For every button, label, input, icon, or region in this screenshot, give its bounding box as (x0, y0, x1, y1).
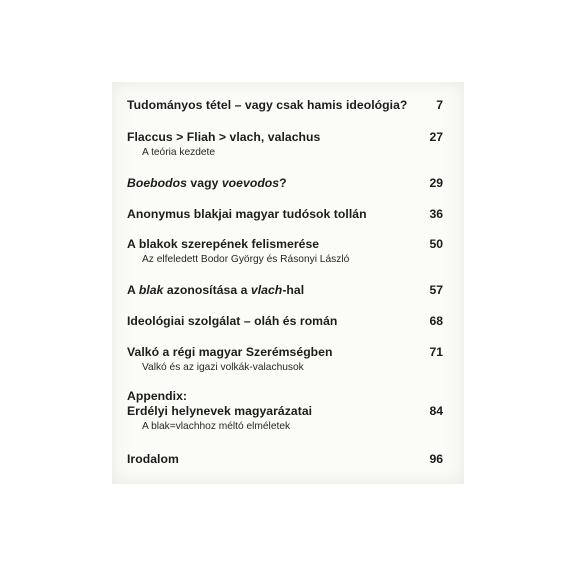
toc-entry-page: 84 (429, 404, 443, 418)
toc-entry (127, 452, 443, 466)
toc-entry (127, 389, 443, 432)
toc-entry-subtitle: A teória kezdete (142, 147, 216, 158)
toc-entry-title: Valkó a régi magyar Szerémségben (127, 345, 333, 359)
toc-entry-page: 96 (429, 452, 443, 466)
toc-entry-title: Erdélyi helynevek magyarázatai (127, 404, 313, 418)
toc-entry-title: A blakok szerepének felismerése (127, 237, 320, 251)
toc-entry-title-part: ? (279, 176, 287, 190)
toc-entry-title (127, 176, 287, 190)
toc-entry-page: 29 (429, 176, 443, 190)
toc-entry-page: 71 (429, 345, 443, 359)
toc-entry-title: Tudományos tétel – vagy csak hamis ideológia? (127, 98, 408, 112)
toc-entry-title: Irodalom (127, 452, 179, 466)
toc-entry-title: Ideológiai szolgálat – oláh és román (127, 314, 338, 328)
toc-entry-subtitle: A blak=vlachhoz méltó elméletek (142, 421, 291, 432)
toc-entry (127, 176, 443, 190)
toc-entry-title-part: -hal (282, 283, 305, 297)
toc-entry-page: 57 (429, 283, 443, 297)
toc-entry (127, 283, 443, 297)
toc-entry-title-italic: Boebodos (127, 176, 187, 190)
toc-entry-heading: Appendix: (127, 389, 188, 403)
toc-entry-page: 50 (429, 237, 443, 251)
toc-entry (127, 237, 443, 265)
toc-entry (127, 314, 443, 328)
toc-entry-subtitle: Az elfeledett Bodor György és Rásonyi László (142, 254, 350, 265)
toc-entry (127, 345, 443, 373)
toc-entry-page: 7 (436, 98, 443, 112)
toc-entry-page: 27 (429, 130, 443, 144)
toc-entry-title: Anonymus blakjai magyar tudósok tollán (127, 207, 367, 221)
toc-entry-title (127, 283, 304, 297)
toc-entry-title-part: vagy (186, 176, 222, 190)
toc-entry-title-part: A (127, 283, 139, 297)
toc-entry-title-italic: vlach (250, 283, 283, 297)
toc-entry-title: Flaccus > Fliah > vlach, valachus (127, 130, 321, 144)
toc-entry-subtitle: Valkó és az igazi volkák-valachusok (142, 362, 304, 373)
toc-entry-page: 68 (429, 314, 443, 328)
toc-entry-page: 36 (429, 207, 443, 221)
toc-entry-title-italic: blak (138, 283, 164, 297)
toc-entry (127, 130, 443, 158)
toc-entry (127, 207, 443, 221)
toc-entry (127, 98, 443, 112)
toc-entry-title-part: azonosítása a (163, 283, 251, 297)
toc-entry-title-italic: voevodos (221, 176, 280, 190)
